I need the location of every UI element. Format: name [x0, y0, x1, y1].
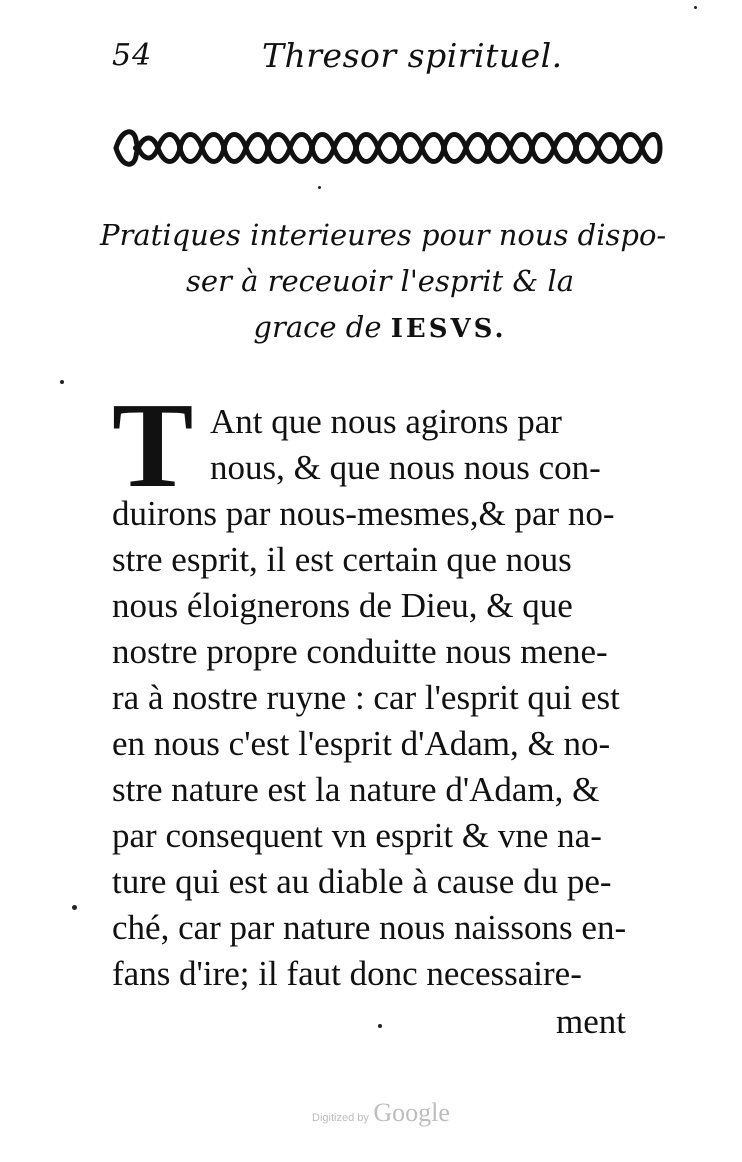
heading-line-3: [100, 304, 660, 352]
body-line-7: ra à nostre ruyne : car l'esprit qui est: [112, 678, 620, 717]
body-line-6: nostre propre conduitte nous mene-: [112, 632, 608, 671]
section-heading: [100, 212, 667, 352]
digitized-label: Digitized by: [312, 1112, 369, 1124]
heading-line-3-prefix: grace de: [253, 310, 391, 344]
catchword: ment: [556, 1002, 626, 1041]
page-number: 54: [112, 38, 153, 73]
body-line-8: en nous c'est l'esprit d'Adam, & no-: [112, 724, 611, 763]
body-line-4: stre esprit, il est certain que nous: [112, 540, 572, 579]
paper-speck: [60, 380, 64, 384]
body-line-10: par consequent vn esprit & vne na-: [112, 816, 602, 855]
heading-line-2: ser à receuoir l'esprit & la: [185, 264, 575, 298]
body-line-1: Ant que nous agirons par: [210, 402, 562, 441]
scroll-ornament-icon: [112, 124, 664, 172]
body-line-2: nous, & que nous nous con-: [210, 448, 601, 487]
heading-name-iesvs: IESVS.: [390, 314, 507, 344]
body-line-5: nous éloignerons de Dieu, & que: [112, 586, 573, 625]
paper-speck: [378, 1024, 382, 1028]
heading-line-1: Pratiques interieures pour nous dispo-: [100, 218, 667, 252]
digitized-watermark: [312, 1098, 450, 1128]
running-title: Thresor spirituel.: [262, 36, 563, 75]
body-line-12: ché, car par nature nous naissons en-: [112, 908, 627, 947]
paper-speck: [318, 186, 321, 189]
body-line-3: duirons par nous-mesmes,& par no-: [112, 494, 615, 533]
drop-cap: T: [112, 378, 194, 513]
paper-speck: [694, 6, 697, 9]
paper-speck: [72, 905, 77, 910]
body-line-11: ture qui est au diable à cause du pe-: [112, 862, 612, 901]
body-line-9: stre nature est la nature d'Adam, &: [112, 770, 600, 809]
body-line-13: fans d'ire; il faut donc necessaire-: [112, 954, 582, 993]
google-brand: Google: [373, 1098, 450, 1127]
